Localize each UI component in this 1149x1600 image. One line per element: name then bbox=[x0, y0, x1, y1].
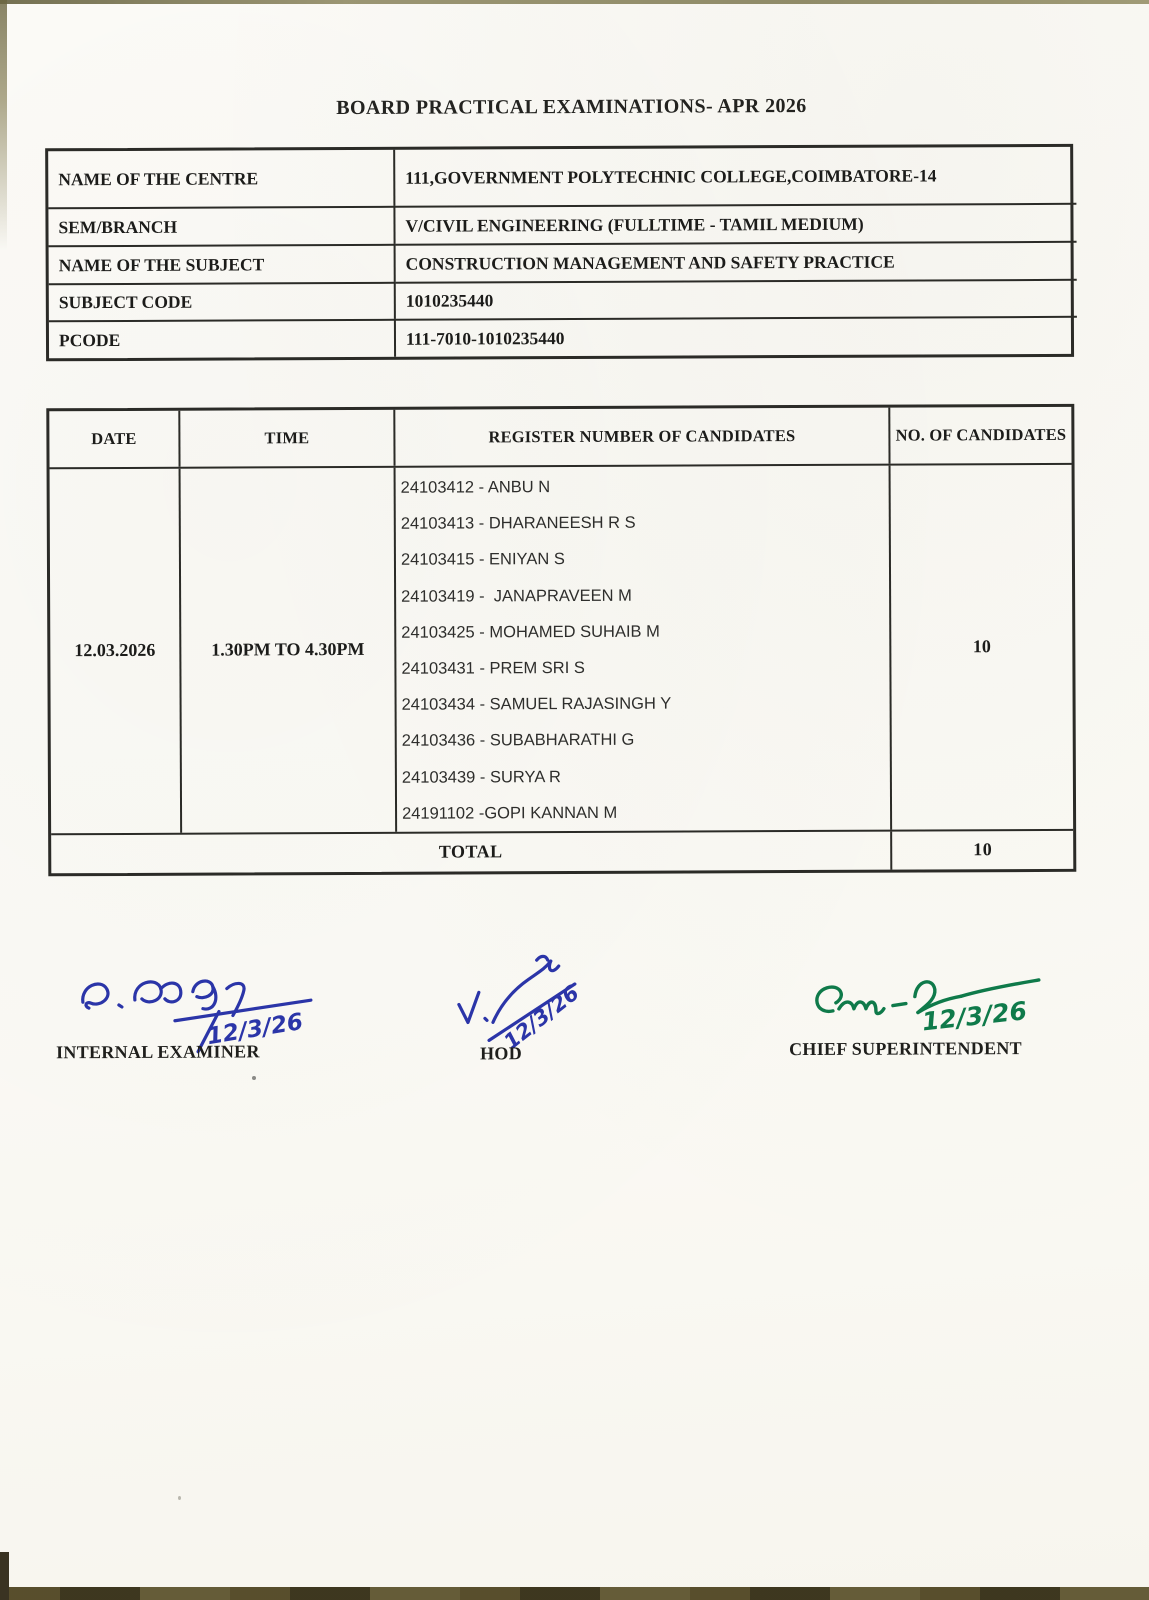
exam-info-table bbox=[45, 144, 1074, 361]
info-label-pcode: PCODE bbox=[49, 319, 396, 359]
schedule-table-total-row bbox=[51, 829, 1073, 873]
schedule-table-header bbox=[49, 407, 1071, 467]
info-label-subject-code: SUBJECT CODE bbox=[49, 282, 396, 321]
total-value: 10 bbox=[973, 839, 993, 860]
candidate-list bbox=[396, 466, 893, 832]
info-label-centre: NAME OF THE CENTRE bbox=[48, 150, 395, 208]
candidate-entry: 24103415 - ENIYAN S bbox=[400, 550, 565, 570]
chief-superintendent-label: CHIEF SUPERINTENDENT bbox=[789, 1038, 1023, 1060]
header-register-numbers: REGISTER NUMBER OF CANDIDATES bbox=[395, 408, 890, 466]
candidate-entry: 24103412 - ANBU N bbox=[400, 478, 551, 497]
info-value-pcode: 111-7010-1010235440 bbox=[396, 316, 1077, 357]
internal-examiner-label: INTERNAL EXAMINER bbox=[56, 1041, 260, 1063]
candidate-entry: 24103413 - DHARANEESH R S bbox=[400, 513, 636, 533]
candidate-entry: 24103419 - JANAPRAVEEN M bbox=[401, 586, 632, 606]
document-title: BOARD PRACTICAL EXAMINATIONS- APR 2026 bbox=[336, 94, 807, 120]
candidate-entry: 24191102 -GOPI KANNAN M bbox=[402, 803, 618, 823]
chief-superintendent-signature bbox=[803, 966, 1051, 1045]
candidate-entry: 24103425 - MOHAMED SUHAIB M bbox=[401, 622, 660, 642]
chief-superintendent-date: 12/3/26 bbox=[920, 996, 1029, 1037]
info-value-subject-code: 1010235440 bbox=[396, 279, 1077, 319]
info-value-centre: 111,GOVERNMENT POLYTECHNIC COLLEGE,COIMBATORE-14 bbox=[405, 164, 937, 188]
date-cell: 12.03.2026 bbox=[50, 469, 183, 833]
total-label: TOTAL bbox=[51, 831, 892, 873]
info-label-subject: NAME OF THE SUBJECT bbox=[49, 244, 396, 284]
info-label-sem-branch: SEM/BRANCH bbox=[48, 206, 395, 246]
schedule-table-body bbox=[50, 463, 1074, 833]
hod-date: 12/3/26 bbox=[499, 980, 584, 1055]
schedule-table bbox=[46, 404, 1076, 876]
header-date: DATE bbox=[49, 411, 180, 468]
candidate-entry: 24103439 - SURYA R bbox=[401, 767, 561, 787]
candidate-entry: 24103434 - SAMUEL RAJASINGH Y bbox=[401, 694, 672, 714]
candidate-count-cell: 10 bbox=[972, 636, 991, 657]
header-time: TIME bbox=[180, 410, 395, 467]
hod-signature bbox=[449, 948, 629, 1059]
internal-examiner-date: 12/3/26 bbox=[205, 1008, 305, 1051]
candidate-entry: 24103436 - SUBABHARATHI G bbox=[401, 731, 635, 751]
header-candidate-count: NO. OF CANDIDATES bbox=[895, 424, 1067, 445]
info-value-sem-branch: V/CIVIL ENGINEERING (FULLTIME - TAMIL MEDIUM) bbox=[395, 203, 1076, 244]
hod-label: HOD bbox=[480, 1043, 523, 1064]
time-cell: 1.30PM TO 4.30PM bbox=[181, 468, 398, 833]
candidate-entry: 24103431 - PREM SRI S bbox=[401, 658, 585, 678]
info-value-subject: CONSTRUCTION MANAGEMENT AND SAFETY PRACTICE bbox=[396, 241, 1077, 282]
